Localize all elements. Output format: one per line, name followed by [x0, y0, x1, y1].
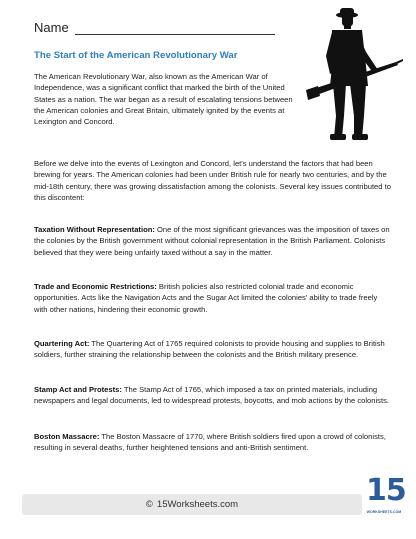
- section-heading: Stamp Act and Protests:: [34, 385, 122, 394]
- footer-site-link[interactable]: 15Worksheets.com: [156, 499, 239, 510]
- section-text: The Boston Massacre of 1770, where British soldiers fired upon a crowd of colonists, resulting in several deaths, further heightened tensions and anti-British sentiment.: [34, 432, 386, 453]
- site-logo: [366, 473, 406, 524]
- section-boston-massacre: [34, 431, 392, 454]
- section-quartering: [34, 338, 392, 361]
- soldier-silhouette-icon: [300, 6, 404, 144]
- logo-number: 15: [366, 473, 406, 508]
- section-trade: [34, 281, 392, 315]
- copyright-icon: ©: [145, 499, 153, 510]
- worksheet-title: The Start of the American Revolutionary War: [34, 50, 238, 61]
- section-text: The Stamp Act of 1765, which imposed a tax on printed materials, including newspapers and legal documents, led to widespread protests, boycotts, and mob actions by the colonists.: [34, 385, 390, 406]
- section-heading: Quartering Act:: [34, 339, 90, 348]
- logo-subtitle: WORKSHEETS.COM: [366, 510, 402, 514]
- section-stamp-act: [34, 384, 392, 407]
- section-heading: Trade and Economic Restrictions:: [34, 282, 157, 291]
- section-text: The Quartering Act of 1765 required colonists to provide housing and supplies to British soldiers, further straining the relationship between the colonists and the British military presence.: [34, 339, 385, 360]
- name-write-line[interactable]: [75, 20, 275, 35]
- section-heading: Boston Massacre:: [34, 432, 100, 441]
- section-text: British policies also restricted colonial trade and economic opportunities. Acts like the Navigation Acts and the Sugar Act limited the colonies' ability to trade freely with other nations, hindering their economic growth.: [34, 282, 378, 314]
- section-taxation: [34, 224, 392, 258]
- name-label: Name: [34, 20, 69, 35]
- section-text: One of the most significant grievances was the imposition of taxes on the colonies by the British government without colonial representation in the British Parliament. Colonists believed that they were being unfairly taxed without a say in the matter.: [34, 225, 390, 257]
- section-heading: Taxation Without Representation:: [34, 225, 155, 234]
- background-paragraph: Before we delve into the events of Lexington and Concord, let's understand the factors that had been brewing for years. The American colonies had been under British rule for nearly two centuries, and by the mid-18th century, there was growing dissatisfaction among the colonists. Several key issues contributed to this discontent:: [34, 159, 391, 202]
- intro-paragraph: The American Revolutionary War, also known as the American War of Independence, was a significant conflict that marked the birth of the United States as a nation. The war began as a result of escalating tensions between the American colonies and Great Britain, ultimately ignited by the events at Lexington and Concord.: [34, 72, 293, 127]
- footer-bar: [22, 494, 362, 515]
- name-field-row: [34, 20, 275, 35]
